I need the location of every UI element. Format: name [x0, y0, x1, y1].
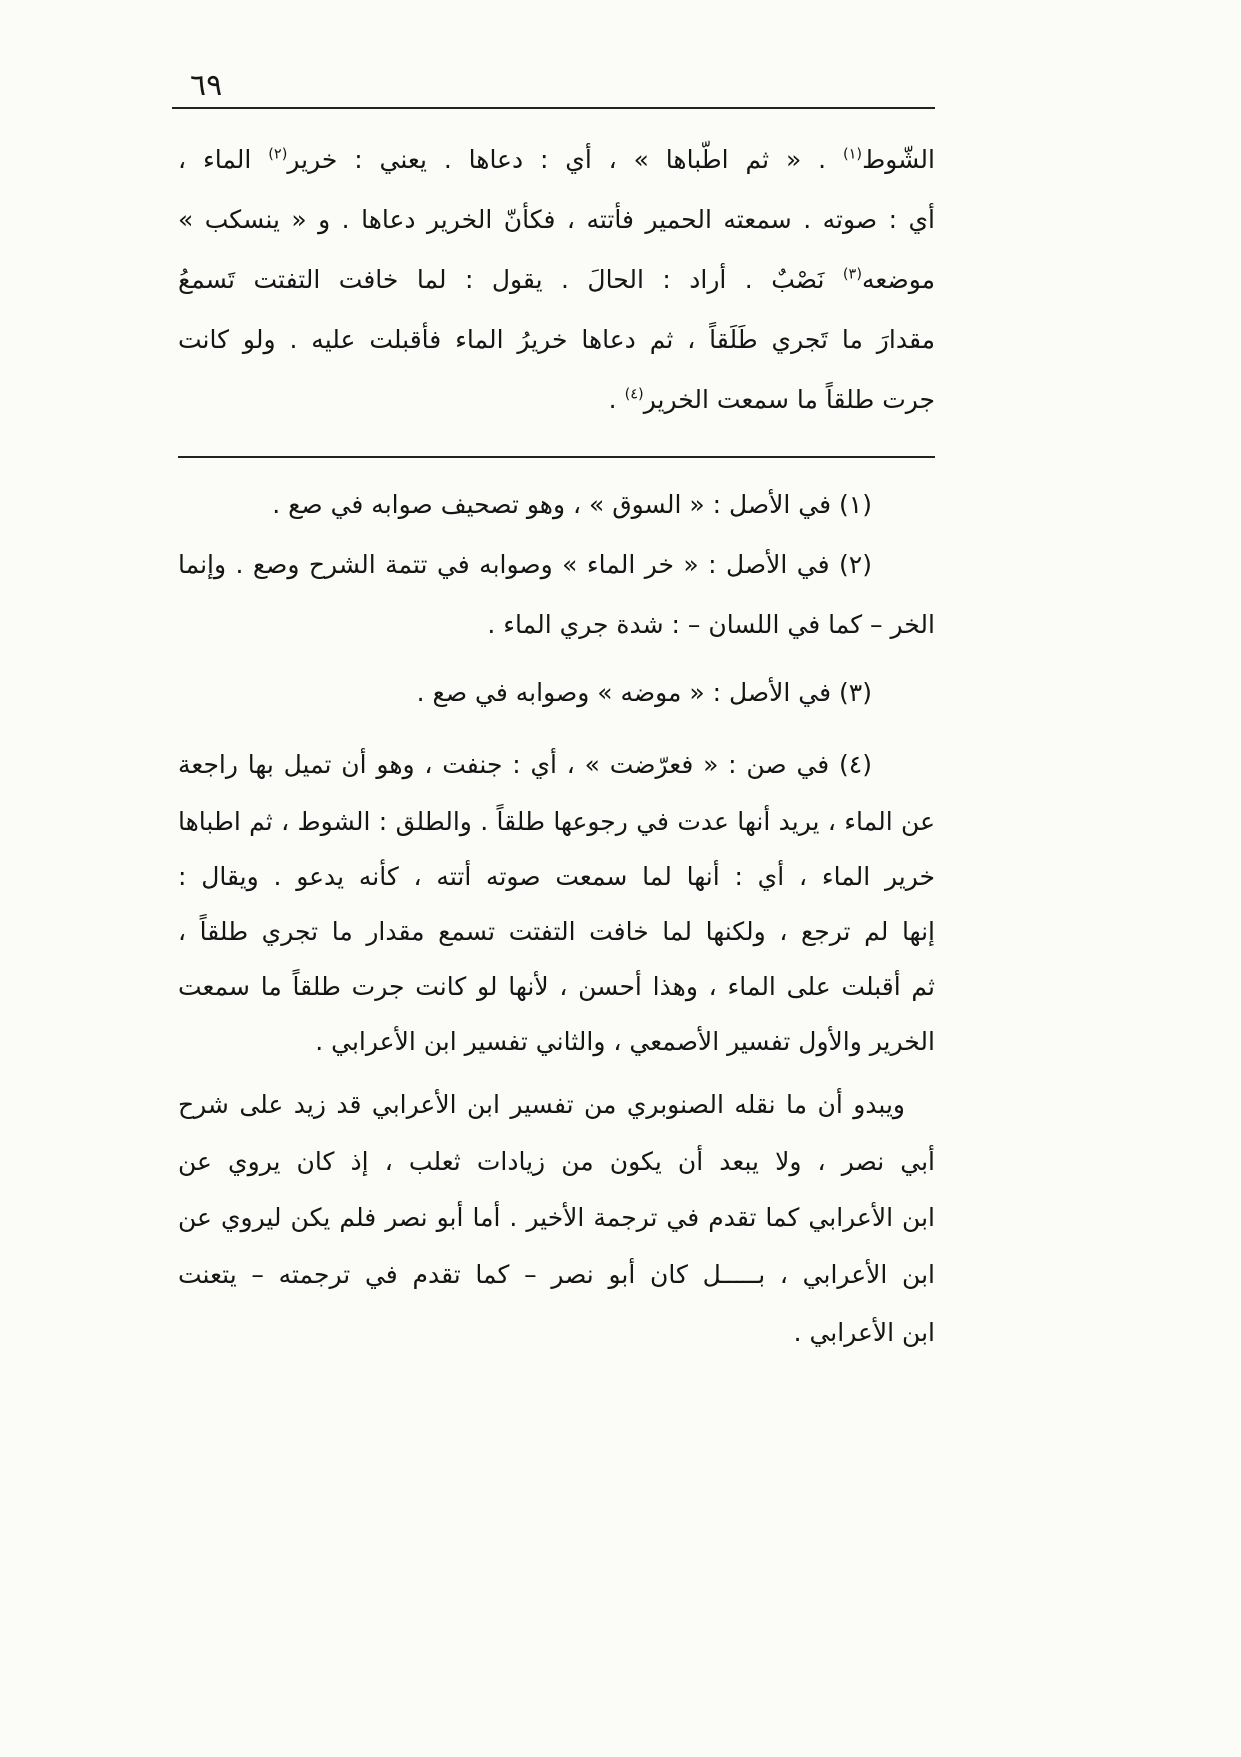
- footnote-text: في الأصل : « خر الماء » وصوابه في تتمة الشرح وصع . وإنما: [178, 550, 830, 579]
- footnote-text: ثم أقبلت على الماء ، وهذا أحسن ، لأنها لو كانت جرت طلقاً ما سمعت: [178, 972, 935, 1001]
- footnote-text: في صن : « فعرّضت » ، أي : جنفت ، وهو أن تميل بها راجعة: [178, 750, 830, 779]
- text-segment: مقدارَ ما تَجري طَلَقاً ، ثم دعاها خريرُ الماء فأقبلت عليه . ولو كانت: [178, 325, 935, 354]
- footnote-marker: (٤): [624, 386, 644, 403]
- paragraph-line: [178, 1250, 935, 1300]
- commentary-line: [178, 195, 935, 245]
- footnote-line: [178, 907, 935, 957]
- footnote-line: [178, 480, 935, 530]
- footnote-text: في الأصل : « السوق » ، وهو تصحيف صوابه في صع .: [272, 490, 832, 519]
- footnote-line: [178, 740, 935, 790]
- text-segment: موضعه: [862, 265, 935, 294]
- paragraph-text: ابن الأعرابي كما تقدم في ترجمة الأخير . أما أبو نصر فلم يكن ليروي عن: [178, 1203, 935, 1232]
- paragraph-line: [178, 1080, 935, 1130]
- commentary-line: [178, 135, 935, 185]
- page-number: ٦٩: [190, 68, 223, 103]
- commentary-line: [178, 375, 935, 425]
- footnote-text: الخر – كما في اللسان – : شدة جري الماء .: [487, 610, 935, 639]
- text-segment: الشّوط: [862, 145, 935, 174]
- footnote-text: عن الماء ، يريد أنها عدت في رجوعها طلقاً . والطلق : الشوط ، ثم اطباها: [178, 807, 935, 836]
- footnote-number: (٤): [839, 750, 872, 779]
- footnote-line: [178, 797, 935, 847]
- footnote-line: [178, 600, 935, 650]
- footnote-line: [178, 540, 935, 590]
- text-segment: الماء ،: [178, 145, 269, 174]
- text-segment: أي : صوته . سمعته الحمير فأتته ، فكأنّ الخرير دعاها . و « ينسكب »: [178, 205, 935, 234]
- paragraph-text: ابن الأعرابي ، بـــــل كان أبو نصر – كما تقدم في ترجمته – يتعنت: [178, 1260, 935, 1289]
- footnote-line: [178, 852, 935, 902]
- footnote-text: الخرير والأول تفسير الأصمعي ، والثاني تفسير ابن الأعرابي .: [315, 1027, 935, 1056]
- paragraph-text: ويبدو أن ما نقله الصنوبري من تفسير ابن الأعرابي قد زيد على شرح: [178, 1090, 905, 1119]
- text-segment: جرت طلقاً ما سمعت الخرير: [643, 385, 935, 414]
- commentary-line: [178, 315, 935, 365]
- text-segment: .: [608, 385, 625, 414]
- footnote-separator: [178, 456, 935, 458]
- paragraph-line: [178, 1308, 935, 1358]
- footnote-text: في الأصل : « موضه » وصوابه في صع .: [416, 678, 832, 707]
- paragraph-line: [178, 1137, 935, 1187]
- footnote-number: (٢): [839, 550, 872, 579]
- footnote-line: [178, 1017, 935, 1067]
- paragraph-line: [178, 1193, 935, 1243]
- footnote-line: [178, 962, 935, 1012]
- text-segment: نَصْبٌ . أراد : الحالَ . يقول : لما خافت التفتت تَسمعُ: [178, 265, 843, 294]
- footnote-marker: (١): [842, 146, 863, 163]
- paragraph-text: ابن الأعرابي .: [793, 1318, 935, 1347]
- footnote-number: (١): [839, 490, 872, 519]
- footnote-marker: (٣): [842, 266, 862, 283]
- footnote-number: (٣): [839, 678, 872, 707]
- footnote-text: إنها لم ترجع ، ولكنها لما خافت التفتت تسمع مقدار ما تجري طلقاً ،: [178, 917, 935, 946]
- commentary-line: [178, 255, 935, 305]
- footnote-marker: (٢): [268, 146, 288, 163]
- paragraph-text: أبي نصر ، ولا يبعد أن يكون من زيادات ثعلب ، إذ كان يروي عن: [178, 1147, 935, 1176]
- footnote-line: [178, 668, 935, 718]
- footnote-text: خرير الماء ، أي : أنها لما سمعت صوته أتته ، كأنه يدعو . ويقال :: [178, 862, 935, 891]
- text-segment: . « ثم اطّباها » ، أي : دعاها . يعني : خرير: [287, 145, 843, 174]
